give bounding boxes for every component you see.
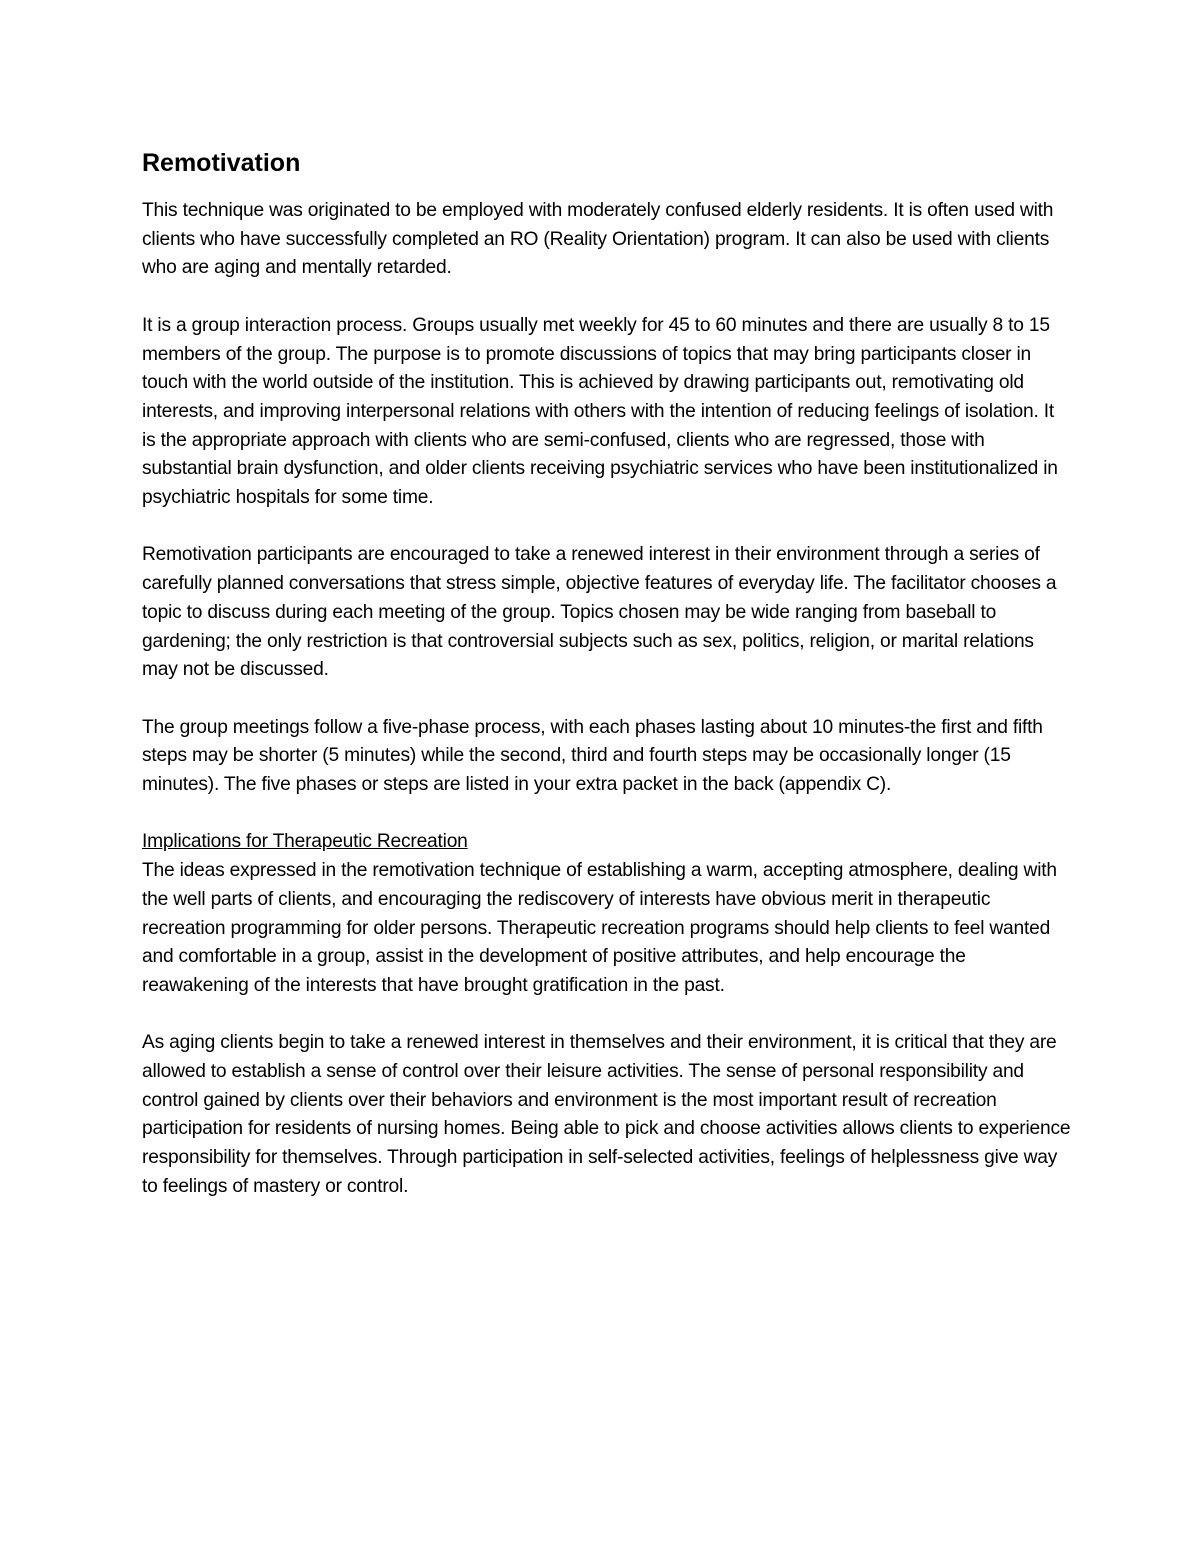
document-body — [142, 144, 1072, 1230]
paragraph-participants: Remotivation participants are encouraged to take a renewed interest in their environment through a series of carefully planned conversations that stress simple, objective features of everyday life. The facilitator chooses a topic to discuss during each meeting of the group. Topics chosen may be wide ranging from baseball to gardening; the only restriction is that controversial subjects such as sex, politics, religion, or marital relations may not be discussed. — [142, 544, 1057, 681]
paragraph-control: As aging clients begin to take a renewed interest in themselves and their environment, it is critical that they are allowed to establish a sense of control over their leisure activities. The sense of personal responsibility and control gained by clients over their behaviors and environment is the most important result of recreation participation for residents of nursing homes. Being able to pick and choose activities allows clients to experience responsibility for themselves. Through participation in self-selected activities, feelings of helplessness give way to feelings of mastery or control. — [142, 1032, 1071, 1197]
paragraph-implications: The ideas expressed in the remotivation technique of establishing a warm, accepting atmosphere, dealing with the well parts of clients, and encouraging the rediscovery of interests have obvious merit in therapeutic recreation programming for older persons. Therapeutic recreation programs should help clients to feel wanted and comfortable in a group, assist in the development of positive attributes, and help encourage the reawakening of the interests that have brought gratification in the past. — [142, 860, 1057, 996]
paragraph-intro: This technique was originated to be employed with moderately confused elderly residents. It is often used with clients who have successfully completed an RO (Reality Orientation) program. It can also be used with clients who are aging and mentally retarded. — [142, 200, 1054, 279]
implications-heading: Implications for Therapeutic Recreation — [142, 831, 468, 853]
paragraph-group-process: It is a group interaction process. Groups usually met weekly for 45 to 60 minutes and there are usually 8 to 15 members of the group. The purpose is to promote discussions of topics that may bring participants closer in touch with the world outside of the institution. This is achieved by drawing participants out, remotivating old interests, and improving interpersonal relations with others with the intention of reducing feelings of isolation. It is the appropriate approach with clients who are semi-confused, clients who are regressed, those with substantial brain dysfunction, and older clients receiving psychiatric services who have been institutionalized in psychiatric hospitals for some time. — [142, 314, 1058, 509]
document-title: Remotivation — [142, 149, 301, 177]
paragraph-five-phase: The group meetings follow a five-phase process, with each phases lasting about 10 minutes-the first and fifth steps may be shorter (5 minutes) while the second, third and fourth steps may be occasionally longer (15 minutes). The five phases or steps are listed in your extra packet in the back (appendix C). — [142, 716, 1043, 796]
